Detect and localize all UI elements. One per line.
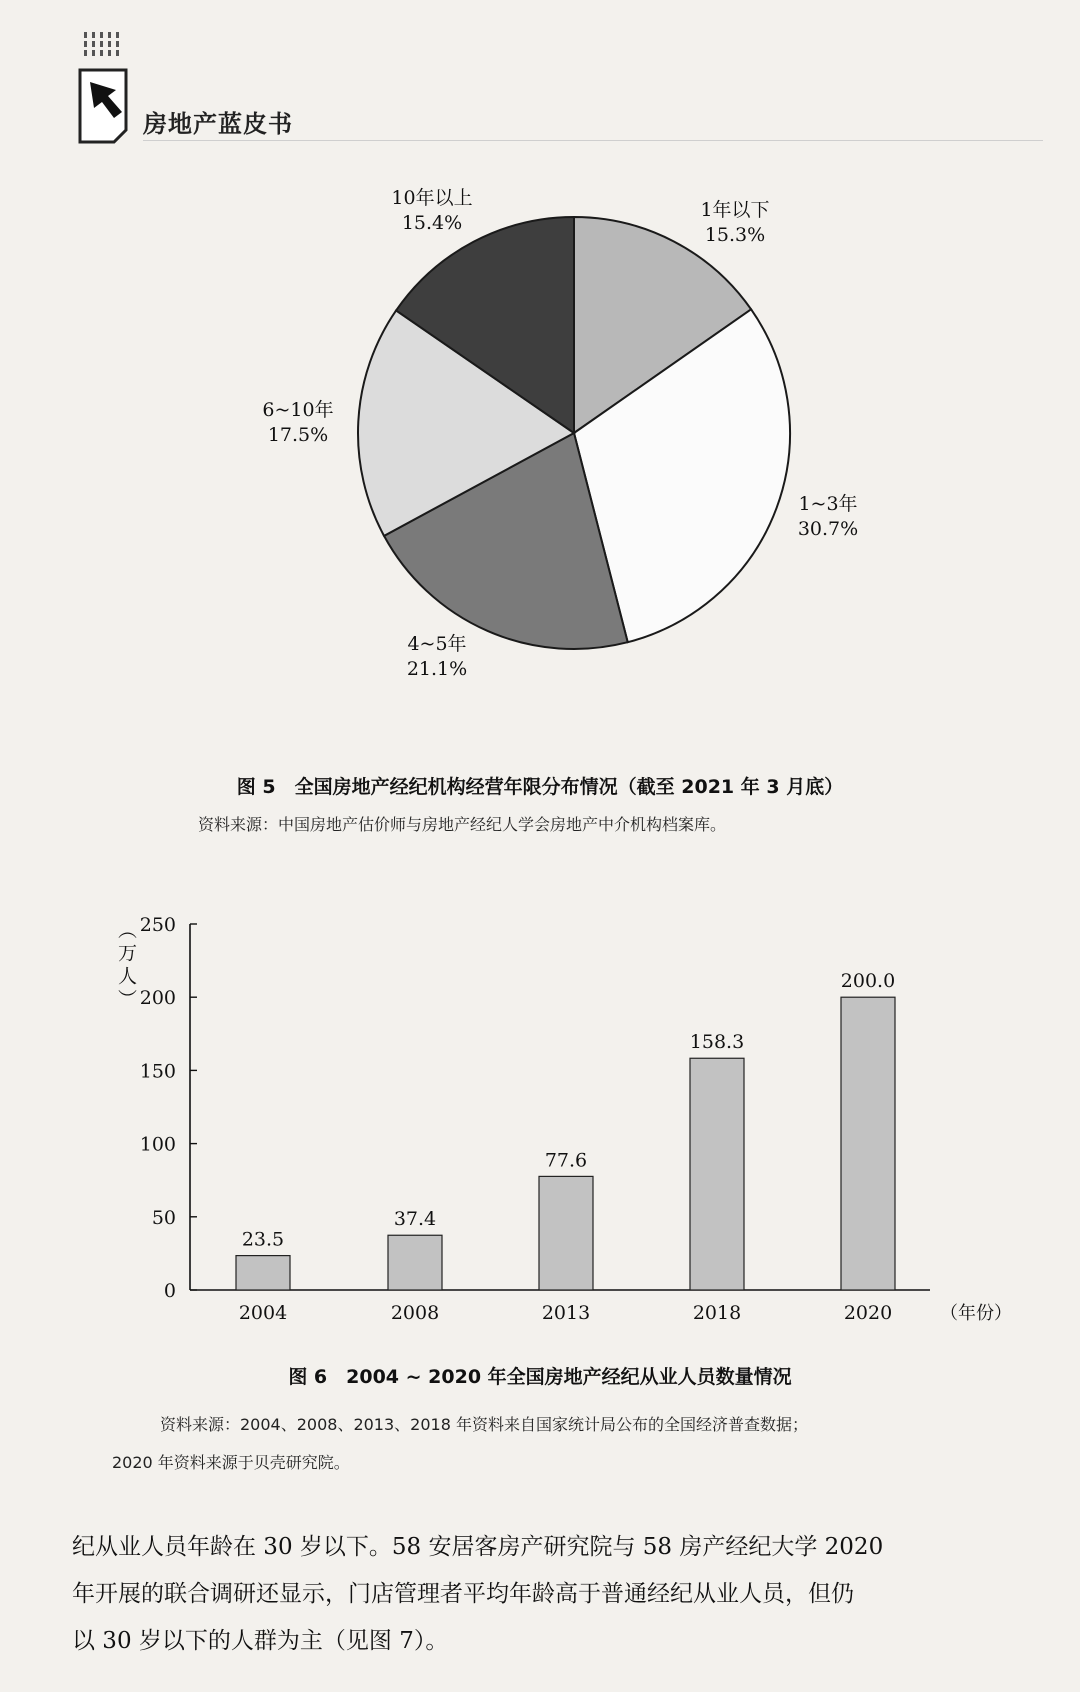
- book-logo-icon: [78, 30, 134, 146]
- x-tick-label-2020: 2020: [843, 1302, 893, 1324]
- figure6-source-line2: 2020 年资料来源于贝壳研究院。: [112, 1453, 350, 1472]
- bar-2013: [539, 1176, 593, 1290]
- y-tick-label-3: 150: [139, 1060, 176, 1083]
- bar-2008: [388, 1235, 442, 1290]
- bar-value-label-2004: 23.5: [241, 1228, 285, 1251]
- y-tick-label-0: 0: [163, 1280, 176, 1302]
- bar-value-label-2013: 77.6: [544, 1149, 588, 1172]
- pie-label-0: 1年以下: [700, 199, 770, 221]
- x-tick-label-2018: 2018: [692, 1302, 742, 1324]
- y-tick-label-1: 50: [151, 1206, 176, 1229]
- bar-value-label-2008: 37.4: [393, 1208, 437, 1231]
- body-line-2: 年开展的联合调研还显示，门店管理者平均年龄高于普通经纪从业人员，但仍: [72, 1581, 854, 1607]
- pie-label-4: 10年以上: [391, 187, 473, 209]
- bar-chart-figure6: [0, 900, 1080, 1340]
- pie-label-1: 1~3年: [798, 493, 858, 515]
- x-tick-label-2013: 2013: [541, 1302, 591, 1324]
- figure5-source: 资料来源：中国房地产估价师与房地产经纪人学会房地产中介机构档案库。: [198, 815, 727, 834]
- figure6-source-line1: 资料来源：2004、2008、2013、2018 年资料来自国家统计局公布的全国经济普查数据；: [160, 1415, 808, 1434]
- pie-value-2: 21.1%: [406, 658, 468, 680]
- figure6-caption: 图 6 2004 ~ 2020 年全国房地产经纪从业人员数量情况: [288, 1366, 792, 1388]
- y-axis-label: （万人）: [115, 920, 137, 1012]
- pie-value-4: 15.4%: [401, 212, 463, 234]
- pie-label-2: 4~5年: [407, 633, 467, 655]
- pie-chart-figure5: [0, 180, 1080, 740]
- header-divider: [143, 140, 1043, 141]
- bar-value-label-2020: 200.0: [840, 970, 896, 993]
- bar-2020: [841, 997, 895, 1290]
- bar-2018: [690, 1058, 744, 1290]
- book-series-title: 房地产蓝皮书: [143, 110, 293, 138]
- body-line-1: 纪从业人员年龄在 30 岁以下。58 安居客房产研究院与 58 房产经纪大学 2020: [72, 1534, 884, 1560]
- pie-value-0: 15.3%: [704, 224, 766, 246]
- pie-value-1: 30.7%: [797, 518, 859, 540]
- body-line-3: 以 30 岁以下的人群为主（见图 7）。: [72, 1628, 449, 1654]
- x-axis-label: （年份）: [940, 1303, 1012, 1324]
- bar-2004: [236, 1256, 290, 1290]
- body-paragraph: [72, 1524, 1047, 1665]
- bar-value-label-2018: 158.3: [689, 1031, 745, 1054]
- x-tick-label-2008: 2008: [390, 1302, 440, 1324]
- pie-value-3: 17.5%: [267, 424, 329, 446]
- y-tick-label-4: 200: [139, 987, 176, 1010]
- y-tick-label-2: 100: [139, 1133, 176, 1156]
- figure5-caption: 图 5 全国房地产经纪机构经营年限分布情况（截至 2021 年 3 月底）: [236, 776, 844, 798]
- x-tick-label-2004: 2004: [238, 1302, 288, 1324]
- y-tick-label-5: 250: [139, 914, 176, 936]
- pie-label-3: 6~10年: [262, 399, 334, 421]
